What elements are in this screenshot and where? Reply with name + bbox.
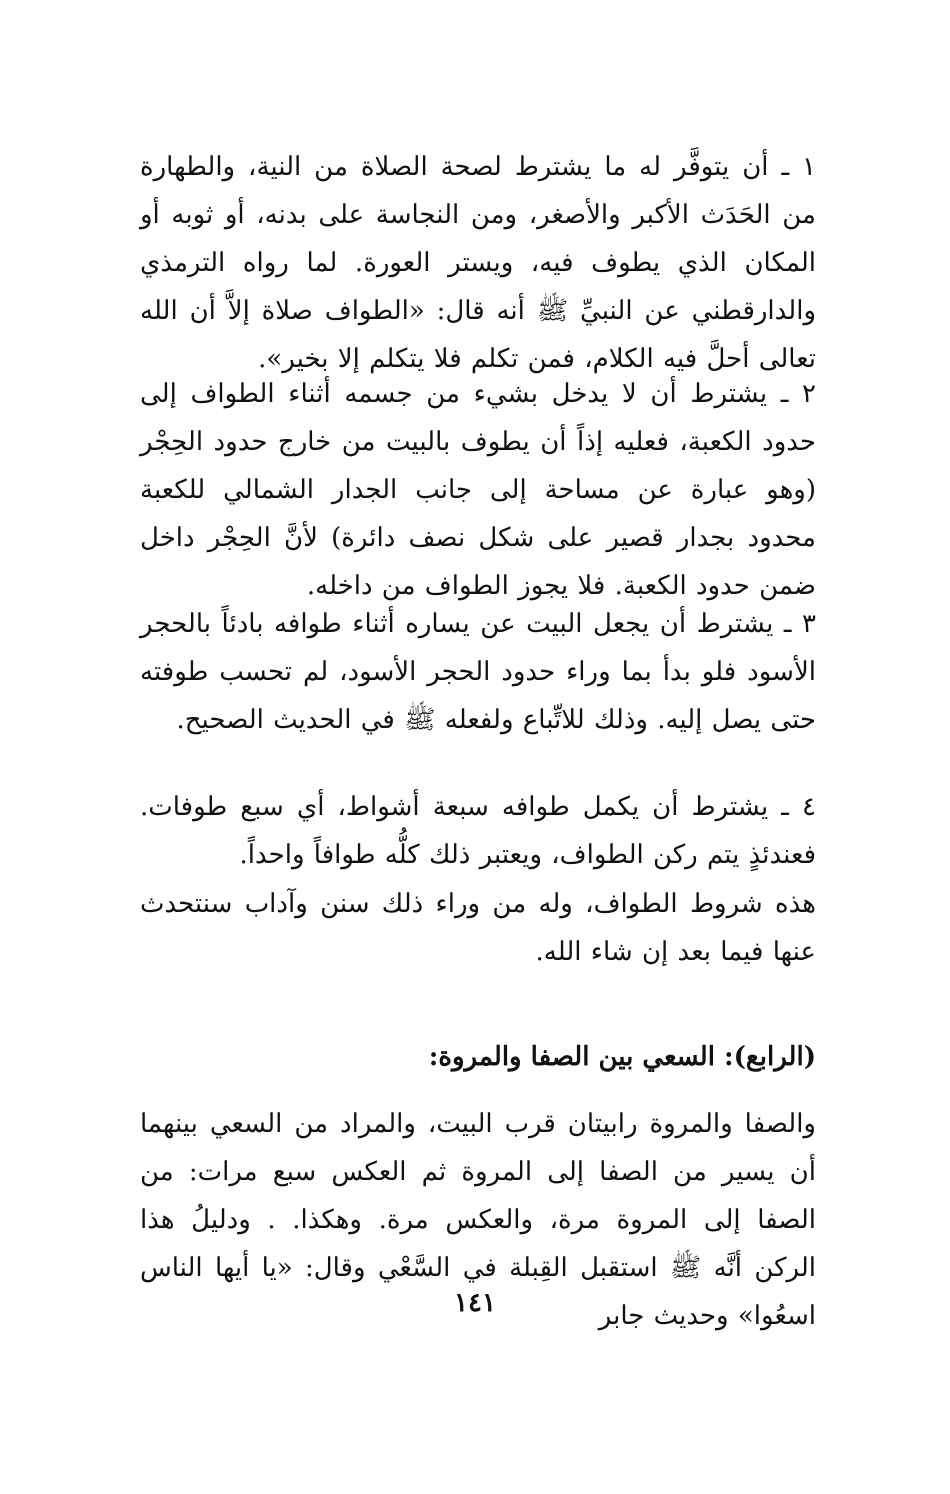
section-heading: (الرابع): السعي بين الصفا والمروة: [428,1042,816,1072]
paragraph-condition-1 [140,143,816,383]
paragraph-condition-2 [140,370,816,610]
paragraph-text: هذه شروط الطواف، وله من وراء ذلك سنن وآداب سنتحدث عنها فيما بعد إن شاء الله. [140,889,816,967]
paragraph-text: ٢ ـ يشترط أن لا يدخل بشيء من جسمه أثناء الطواف إلى حدود الكعبة، فعليه إذاً أن يطوف بالبيت من خارج حدود الحِجْر (وهو عبارة عن مساحة إلى جانب الجدار الشمالي للكعبة محدود بجدار قصير على شكل نصف دائرة) لأنَّ الحِجْر داخل ضمن حدود الكعبة. فلا يجوز الطواف من داخله. [140,379,816,601]
paragraph-text: ٣ ـ يشترط أن يجعل البيت عن يساره أثناء طوافه بادئاً بالحجر الأسود فلو بدأ بما وراء حدود الحجر الأسود، لم تحسب طوفته حتى يصل إليه. وذلك للاتِّباع ولفعله ﷺ في الحديث الصحيح. [140,609,816,735]
paragraph-text: ٤ ـ يشترط أن يكمل طوافه سبعة أشواط، أي سبع طوفات. فعندئذٍ يتم ركن الطواف، ويعتبر ذلك كلُّه طوافاً واحداً. [140,792,816,870]
page-number: ١٤١ [454,1288,496,1318]
paragraph-text: والصفا والمروة رابيتان قرب البيت، والمراد من السعي بينهما أن يسير من الصفا إلى المروة ثم العكس سبع مرات: من الصفا إلى المروة مرة، والعكس مرة. وهكذا. . ودليلُ هذا الركن أنَّه ﷺ استقبل القِبلة في السَّعْي وقال: «يا أيها الناس اسعُوا» وحديث جابر [140,1109,816,1331]
paragraph-condition-3 [140,600,816,744]
paragraph-condition-4 [140,783,816,879]
paragraph-text: ١ ـ أن يتوفَّر له ما يشترط لصحة الصلاة من النية، والطهارة من الحَدَث الأكبر والأصغر، ومن النجاسة على بدنه، أو ثوبه أو المكان الذي يطوف فيه، ويستر العورة. لما رواه الترمذي والدارقطني عن النبيِّ ﷺ أنه قال: «الطواف صلاة إلاَّ أن الله تعالى أحلَّ فيه الكلام، فمن تكلم فلا يتكلم إلا بخير». [140,152,816,374]
paragraph-summary [140,880,816,976]
